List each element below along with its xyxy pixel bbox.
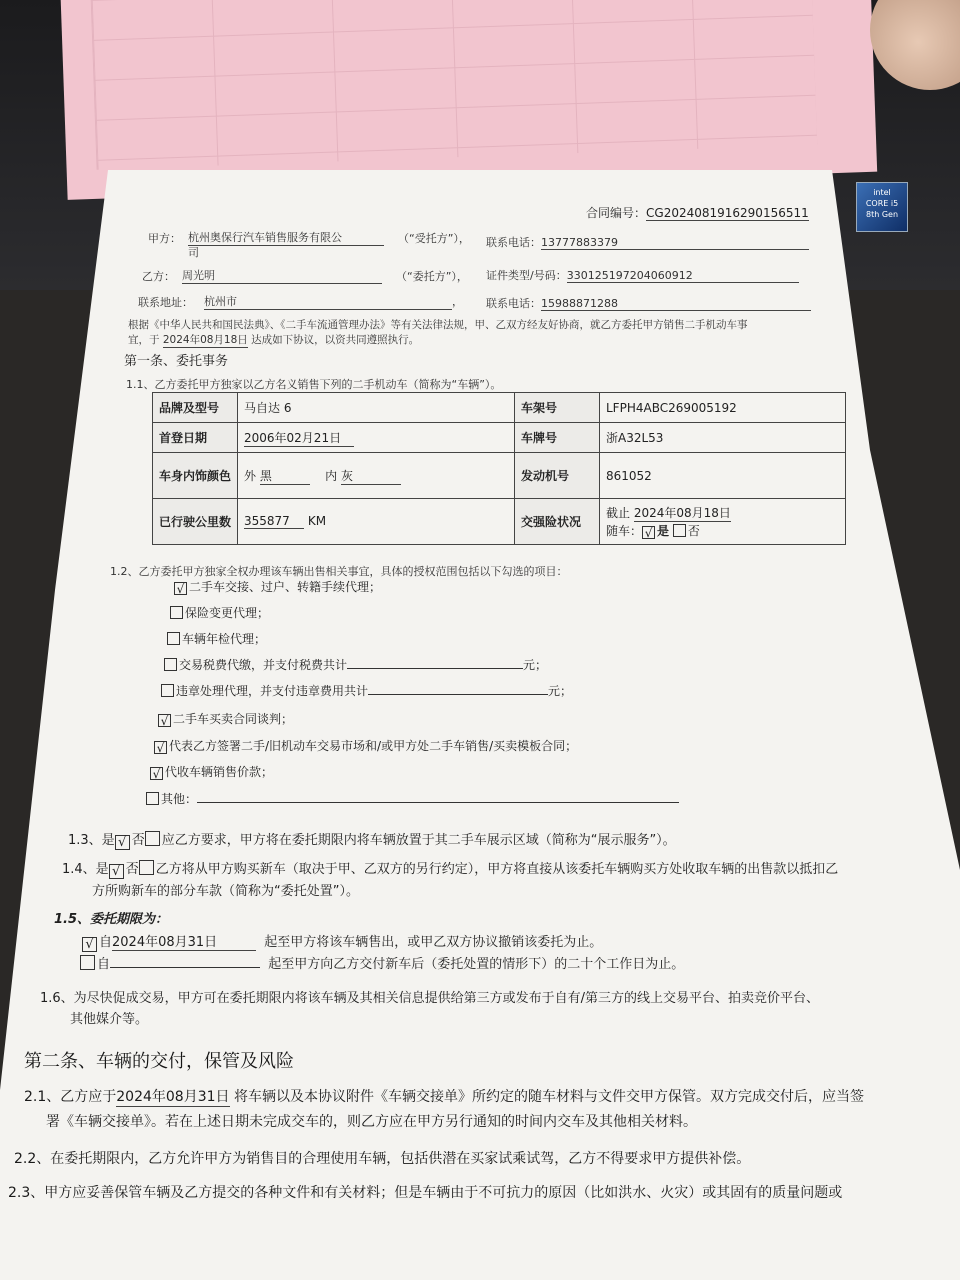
article-2-title: 第二条、车辆的交付，保管及风险	[24, 1051, 294, 1072]
party-a-name: 杭州奥保行汽车销售服务有限公	[188, 229, 384, 246]
scope-item: √ 二手车买卖合同谈判；	[158, 710, 293, 727]
clause-2-1: 2.1、乙方应于2024年08月31日 将车辆以及本协议附件《车辆交接单》所约定的随车材料与文件交甲方保管。双方完成交付后，应当签	[24, 1086, 864, 1107]
insurance-yes-checkbox[interactable]: √	[642, 526, 655, 539]
clause-1-5: 1.5、委托期限为：	[54, 912, 169, 927]
term-option-1: √ 自2024年08月31日 起至甲方将该车辆售出，或甲乙双方协议撤销该委托为止。	[82, 931, 602, 952]
scope-checkbox[interactable]	[164, 658, 177, 671]
clause-2-2: 2.2、在委托期限内，乙方允许甲方为销售目的合理使用车辆，包括供潜在买家试乘试驾，乙方不得要求甲方提供补偿。	[14, 1151, 751, 1167]
term-option-1-checkbox[interactable]: √	[82, 937, 97, 952]
preamble-line2: 宜，于 2024年08月18日 达成如下协议，以资共同遵照执行。	[128, 334, 420, 346]
vehicle-table	[152, 392, 846, 545]
scope-item: 交易税费代缴，并支付税费共计 元；	[164, 656, 547, 673]
clause-1-3-yes-checkbox[interactable]: √	[115, 835, 130, 850]
clause-1-4-yes-checkbox[interactable]: √	[109, 864, 124, 879]
reg-date-value: 2006年02月21日	[238, 423, 515, 453]
clause-1-6: 1.6、为尽快促成交易，甲方可在委托期限内将该车辆及其相关信息提供给第三方或发布于自有/第三方的线上交易平台、拍卖竞价平台、	[40, 991, 820, 1006]
party-b-name: 周光明	[182, 267, 382, 284]
clause-1-4: 1.4、是 √ 否 乙方将从甲方购买新车（取决于甲、乙双方的另行约定），甲方将直接从该委托车辆购买方处收取车辆的出售款以抵扣乙	[62, 862, 839, 879]
brand-value: 马自达 6	[238, 393, 515, 423]
term-option-2-checkbox[interactable]	[80, 955, 95, 970]
brand-label: 品牌及型号	[153, 393, 238, 423]
color-value: 外 黑 内 灰	[238, 453, 515, 499]
scope-item: 违章处理代理，并支付违章费用共计 元；	[161, 682, 572, 699]
clause-1-2: 1.2、乙方委托甲方独家全权办理该车辆出售相关事宜，具体的授权范围包括以下勾选的项目：	[110, 565, 568, 578]
clause-1-6-cont: 其他媒介等。	[70, 1012, 149, 1027]
scope-checkbox[interactable]: √	[158, 714, 171, 727]
clause-1-4-cont: 方所购新车的部分车款（简称为“委托处置”）。	[92, 884, 359, 899]
scope-checkbox[interactable]: √	[154, 741, 167, 754]
scope-item: 保险变更代理；	[170, 604, 269, 621]
color-label: 车身内饰颜色	[153, 453, 238, 499]
scope-item: 车辆年检代理；	[167, 630, 266, 647]
party-b-id: 证件类型/号码：330125197204060912	[486, 267, 799, 283]
scope-item: √ 二手车交接、过户、转籍手续代理；	[174, 578, 381, 595]
clause-1-3: 1.3、是 √ 否 应乙方要求，甲方将在委托期限内将车辆放置于其二手车展示区域（简称为“展示服务”）。	[68, 833, 676, 850]
mileage-label: 已行驶公里数	[153, 499, 238, 545]
reg-date-label: 首登日期	[153, 423, 238, 453]
insurance-label: 交强险状况	[515, 499, 600, 545]
plate-label: 车牌号	[515, 423, 600, 453]
contract-number: 合同编号：CG2024081916290156511	[586, 206, 809, 220]
scope-checkbox[interactable]: √	[150, 767, 163, 780]
clause-1-4-no-checkbox[interactable]	[139, 860, 154, 875]
party-a-role: （“受托方”），	[398, 232, 470, 245]
engine-label: 发动机号	[515, 453, 600, 499]
clause-2-1-cont: 署《车辆交接单》。若在上述日期未完成交车的，则乙方应在甲方另行通知的时间内交车及其他相关材料。	[46, 1114, 697, 1130]
party-b-phone: 联系电话：15988871288	[486, 295, 811, 311]
term-option-2: 自 起至甲方向乙方交付新车后（委托处置的情形下）的二十个工作日为止。	[80, 953, 684, 972]
party-a-phone: 联系电话：13777883379	[486, 234, 809, 250]
vin-label: 车架号	[515, 393, 600, 423]
clause-2-3: 2.3、甲方应妥善保管车辆及乙方提交的各种文件和有关材料；但是车辆由于不可抗力的原因（比如洪水、火灾）或其固有的质量问题或	[8, 1185, 843, 1201]
party-b-label: 乙方：	[142, 270, 175, 283]
vin-value: LFPH4ABC269005192	[600, 393, 846, 423]
clause-1-1: 1.1、乙方委托甲方独家以乙方名义销售下列的二手机动车（简称为“车辆”）。	[126, 378, 502, 391]
mileage-value: 355877 KM	[238, 499, 515, 545]
party-b-role: （“委托方”），	[396, 270, 468, 283]
insurance-no-checkbox[interactable]	[673, 524, 686, 537]
scope-checkbox[interactable]	[161, 684, 174, 697]
address-value: 杭州市 ，	[204, 295, 463, 308]
address-label: 联系地址：	[138, 296, 193, 309]
clause-1-3-no-checkbox[interactable]	[145, 831, 160, 846]
plate-value: 浙A32L53	[600, 423, 846, 453]
party-a-name-cont: 司	[188, 246, 199, 259]
intel-sticker-icon: intel CORE i5 8th Gen	[856, 182, 908, 232]
scope-checkbox[interactable]	[170, 606, 183, 619]
scope-item: 其他：	[146, 790, 679, 807]
article-1-title: 第一条、委托事务	[124, 354, 229, 369]
scope-item: √ 代表乙方签署二手/旧机动车交易市场和/或甲方处二手车销售/买卖模板合同；	[154, 737, 577, 754]
scope-checkbox[interactable]	[167, 632, 180, 645]
party-a-label: 甲方：	[148, 232, 181, 245]
scope-checkbox[interactable]: √	[174, 582, 187, 595]
insurance-value: 截止 2024年08月18日 随车： √ 是 否	[600, 499, 846, 545]
preamble-line1: 根据《中华人民共和国民法典》、《二手车流通管理办法》等有关法律法规，甲、乙双方经友好协商，就乙方委托甲方销售二手机动车事	[128, 319, 748, 331]
scope-checkbox[interactable]	[146, 792, 159, 805]
scope-item: √ 代收车辆销售价款；	[150, 763, 273, 780]
engine-value: 861052	[600, 453, 846, 499]
pink-carbon-copy-sheet	[60, 0, 877, 200]
